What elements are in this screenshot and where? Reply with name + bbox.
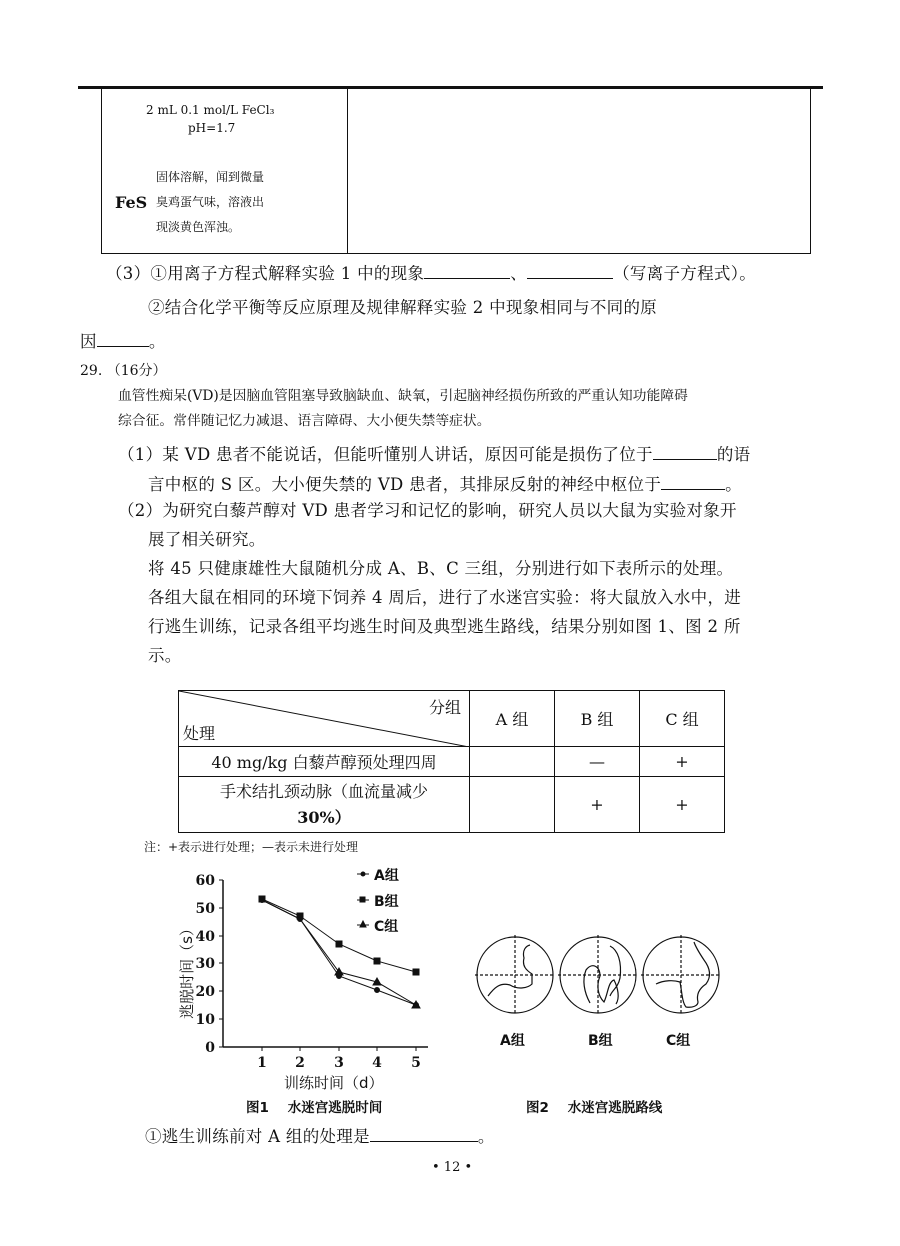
- observation: [156, 165, 264, 240]
- diagonal-line: [179, 691, 469, 747]
- corner-cell: [179, 691, 470, 747]
- sub-question-suffix: 。: [477, 1127, 495, 1146]
- observation-line: 臭鸡蛋气味，溶液出: [156, 195, 265, 209]
- observation-line: 现淡黄色浑浊。: [156, 220, 241, 234]
- p2-line: 将 45 只健康雄性大鼠随机分成 A、B、C 三组，分别进行如下表所示的处理。: [148, 559, 734, 578]
- column-header: B 组: [555, 691, 640, 747]
- svg-text:0: 0: [205, 1040, 215, 1056]
- svg-text:3: 3: [334, 1055, 344, 1071]
- reagent-line2: pH=1.7: [188, 121, 236, 135]
- q3-part2-suffix: 。: [148, 332, 166, 351]
- q3-part1: [106, 260, 756, 284]
- treatment-table: [178, 690, 725, 833]
- answer-blank[interactable]: [424, 262, 510, 279]
- cell: [470, 747, 555, 777]
- answer-blank[interactable]: [370, 1125, 478, 1142]
- escape-time-chart: [170, 860, 440, 1090]
- solid-label: FeS: [115, 193, 148, 212]
- cell: [470, 777, 555, 833]
- p2-line: 展了相关研究。: [148, 530, 266, 549]
- svg-text:10: 10: [195, 1012, 215, 1028]
- cell: —: [555, 747, 640, 777]
- row-label: [179, 777, 470, 833]
- answer-blank[interactable]: [653, 443, 717, 460]
- p1-text: （1）某 VD 患者不能说话，但能听懂别人讲话，原因可能是损伤了位于: [118, 445, 653, 464]
- y-ticks: [196, 873, 223, 1056]
- page-number: • 12 •: [432, 1160, 473, 1175]
- maze-label-b: B组: [588, 1033, 613, 1049]
- intro-line: 综合征。常伴随记忆力减退、语言障碍、大小便失禁等症状。: [118, 413, 491, 429]
- p2-line: （2）为研究白藜芦醇对 VD 患者学习和记忆的影响，研究人员以大鼠为实验对象开: [118, 501, 737, 520]
- figure1-caption: 图1 水迷宫逃脱时间: [246, 1100, 383, 1116]
- q3-part1-text: （3）①用离子方程式解释实验 1 中的现象: [106, 264, 425, 283]
- corner-top-label: 分组: [428, 698, 461, 717]
- corner-bottom-label: 处理: [183, 724, 216, 743]
- svg-text:50: 50: [195, 901, 215, 917]
- cell: +: [640, 747, 725, 777]
- p2-line: 各组大鼠在相同的环境下饲养 4 周后，进行了水迷宫实验：将大鼠放入水中，进: [148, 588, 742, 607]
- question-number: 29.: [80, 363, 103, 379]
- answer-blank[interactable]: [527, 262, 613, 279]
- svg-text:2: 2: [295, 1055, 305, 1071]
- p1-text: 的语: [716, 445, 751, 464]
- table-divider: [347, 89, 348, 253]
- svg-text:30: 30: [195, 956, 215, 972]
- observation-line: 固体溶解，闻到微量: [156, 170, 265, 184]
- cell: +: [640, 777, 725, 833]
- maze-label-c: C组: [666, 1033, 691, 1049]
- maze-figure: [470, 930, 730, 1020]
- separator: 、: [510, 264, 528, 283]
- q3-part2-prefix: 因: [80, 332, 97, 351]
- p2-line: 示。: [148, 646, 182, 665]
- answer-blank[interactable]: [661, 473, 725, 490]
- cell: +: [555, 777, 640, 833]
- q29-part2: [118, 496, 741, 670]
- sub-question-1: [145, 1123, 495, 1147]
- p2-line: 行逃生训练，记录各组平均逃生时间及典型逃生路线，结果分别如图 1、图 2 所: [148, 617, 741, 636]
- p1-text: 。: [725, 475, 742, 494]
- table-note: 注：+表示进行处理；—表示未进行处理: [144, 840, 359, 854]
- x-axis-label: 训练时间（d）: [284, 1074, 384, 1092]
- figure2-caption: 图2 水迷宫逃脱路线: [526, 1100, 663, 1116]
- svg-text:4: 4: [372, 1055, 382, 1071]
- legend-c: C组: [374, 919, 399, 935]
- q29-part1: [118, 440, 750, 500]
- legend-a: A组: [374, 868, 399, 884]
- answer-blank[interactable]: [97, 330, 149, 347]
- reagent-line1: 2 mL 0.1 mol/L FeCl₃: [146, 103, 275, 117]
- svg-text:5: 5: [411, 1055, 421, 1071]
- row-label-line: 手术结扎颈动脉（血流量减少: [219, 781, 428, 801]
- sub-question-text: ①逃生训练前对 A 组的处理是: [145, 1127, 370, 1146]
- p1-text: 言中枢的 S 区。大小便失禁的 VD 患者，其排尿反射的神经中枢位于: [148, 475, 662, 494]
- table-row: [179, 777, 725, 833]
- svg-text:20: 20: [195, 984, 215, 1000]
- row-label: 40 mg/kg 白藜芦醇预处理四周: [179, 747, 470, 777]
- q3-part2-line1: ②结合化学平衡等反应原理及规律解释实验 2 中现象相同与不同的原: [148, 298, 658, 317]
- maze-label-a: A组: [500, 1033, 525, 1049]
- question-score: （16分）: [106, 363, 167, 379]
- q29-intro: [118, 384, 688, 434]
- q3-part1-suffix: （写离子方程式）。: [613, 264, 757, 283]
- intro-line: 血管性痴呆(VD)是因脑血管阻塞导致脑缺血、缺氧，引起脑神经损伤所致的严重认知功能障碍: [118, 388, 688, 404]
- q3-part2-line2: [80, 328, 166, 352]
- legend-b: B组: [374, 894, 399, 910]
- q29-header: [80, 360, 167, 380]
- table-row: [179, 747, 725, 777]
- row-label-line: 30%）: [297, 807, 351, 827]
- column-header: A 组: [470, 691, 555, 747]
- legend: [357, 872, 369, 927]
- y-axis-label: 逃脱时间（s）: [178, 921, 196, 1019]
- series-a: [260, 898, 419, 1008]
- x-ticks: [257, 1047, 421, 1071]
- column-header: C 组: [640, 691, 725, 747]
- svg-text:40: 40: [195, 929, 215, 945]
- experiment-table: [101, 89, 811, 254]
- svg-text:1: 1: [257, 1055, 267, 1071]
- svg-text:60: 60: [195, 873, 215, 889]
